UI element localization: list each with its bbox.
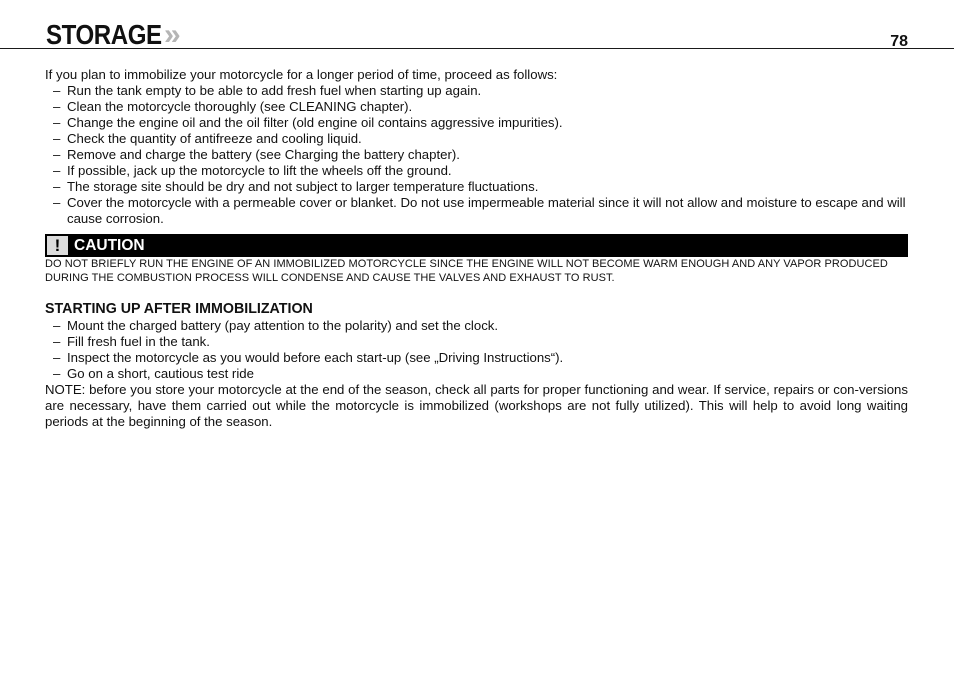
caution-banner-endcap bbox=[885, 234, 908, 257]
list-item: – Inspect the motorcycle as you would before each start-up (see „Driving Instructions“). bbox=[45, 350, 908, 366]
list-item: – Cover the motorcycle with a permeable cover or blanket. Do not use impermeable material since it will not allow and moisture to escape and will cause corrosion. bbox=[45, 195, 908, 227]
list-item: – Clean the motorcycle thoroughly (see CLEANING chapter). bbox=[45, 99, 908, 115]
intro-paragraph: If you plan to immobilize your motorcycle for a longer period of time, proceed as follows: bbox=[45, 67, 558, 82]
list-item: – Run the tank empty to be able to add fresh fuel when starting up again. bbox=[45, 83, 908, 99]
warning-exclamation-icon: ! bbox=[47, 236, 68, 255]
note-paragraph: NOTE: before you store your motorcycle at the end of the season, check all parts for proper functioning and wear. If service, repairs or con-versions are necessary, have them carried out while the motorcycle is immobilized (workshops are not fully utilized). This will help to avoid long waiting periods at the beginning of the season. bbox=[45, 382, 908, 429]
caution-text: DO NOT BRIEFLY RUN THE ENGINE OF AN IMMOBILIZED MOTORCYCLE SINCE THE ENGINE WILL NOT BECOME WARM ENOUGH AND ANY VAPOR PRODUCED DURING THE COMBUSTION PROCESS WILL CONDENSE AND CAUSE THE VALVES AND EXHAUST TO RUST. bbox=[45, 258, 888, 284]
page-number: 78 bbox=[890, 33, 908, 50]
startup-steps-list bbox=[45, 318, 908, 382]
page-header bbox=[0, 0, 954, 49]
section-heading-startup: STARTING UP AFTER IMMOBILIZATION bbox=[45, 300, 313, 317]
list-item: – Fill fresh fuel in the tank. bbox=[45, 334, 908, 350]
list-item: – If possible, jack up the motorcycle to lift the wheels off the ground. bbox=[45, 163, 908, 179]
list-item: – The storage site should be dry and not subject to larger temperature fluctuations. bbox=[45, 179, 908, 195]
page-content bbox=[45, 67, 908, 430]
list-item: – Go on a short, cautious test ride bbox=[45, 366, 908, 382]
page-title: STORAGE bbox=[46, 19, 162, 50]
list-item: – Remove and charge the battery (see Charging the battery chapter). bbox=[45, 147, 908, 163]
list-item: – Change the engine oil and the oil filter (old engine oil contains aggressive impurities). bbox=[45, 115, 908, 131]
double-chevron-icon: » bbox=[164, 18, 181, 51]
caution-banner bbox=[45, 234, 908, 257]
caution-title: CAUTION bbox=[74, 237, 145, 254]
list-item: – Check the quantity of antifreeze and cooling liquid. bbox=[45, 131, 908, 147]
list-item: – Mount the charged battery (pay attention to the polarity) and set the clock. bbox=[45, 318, 908, 334]
storage-steps-list bbox=[45, 83, 908, 227]
